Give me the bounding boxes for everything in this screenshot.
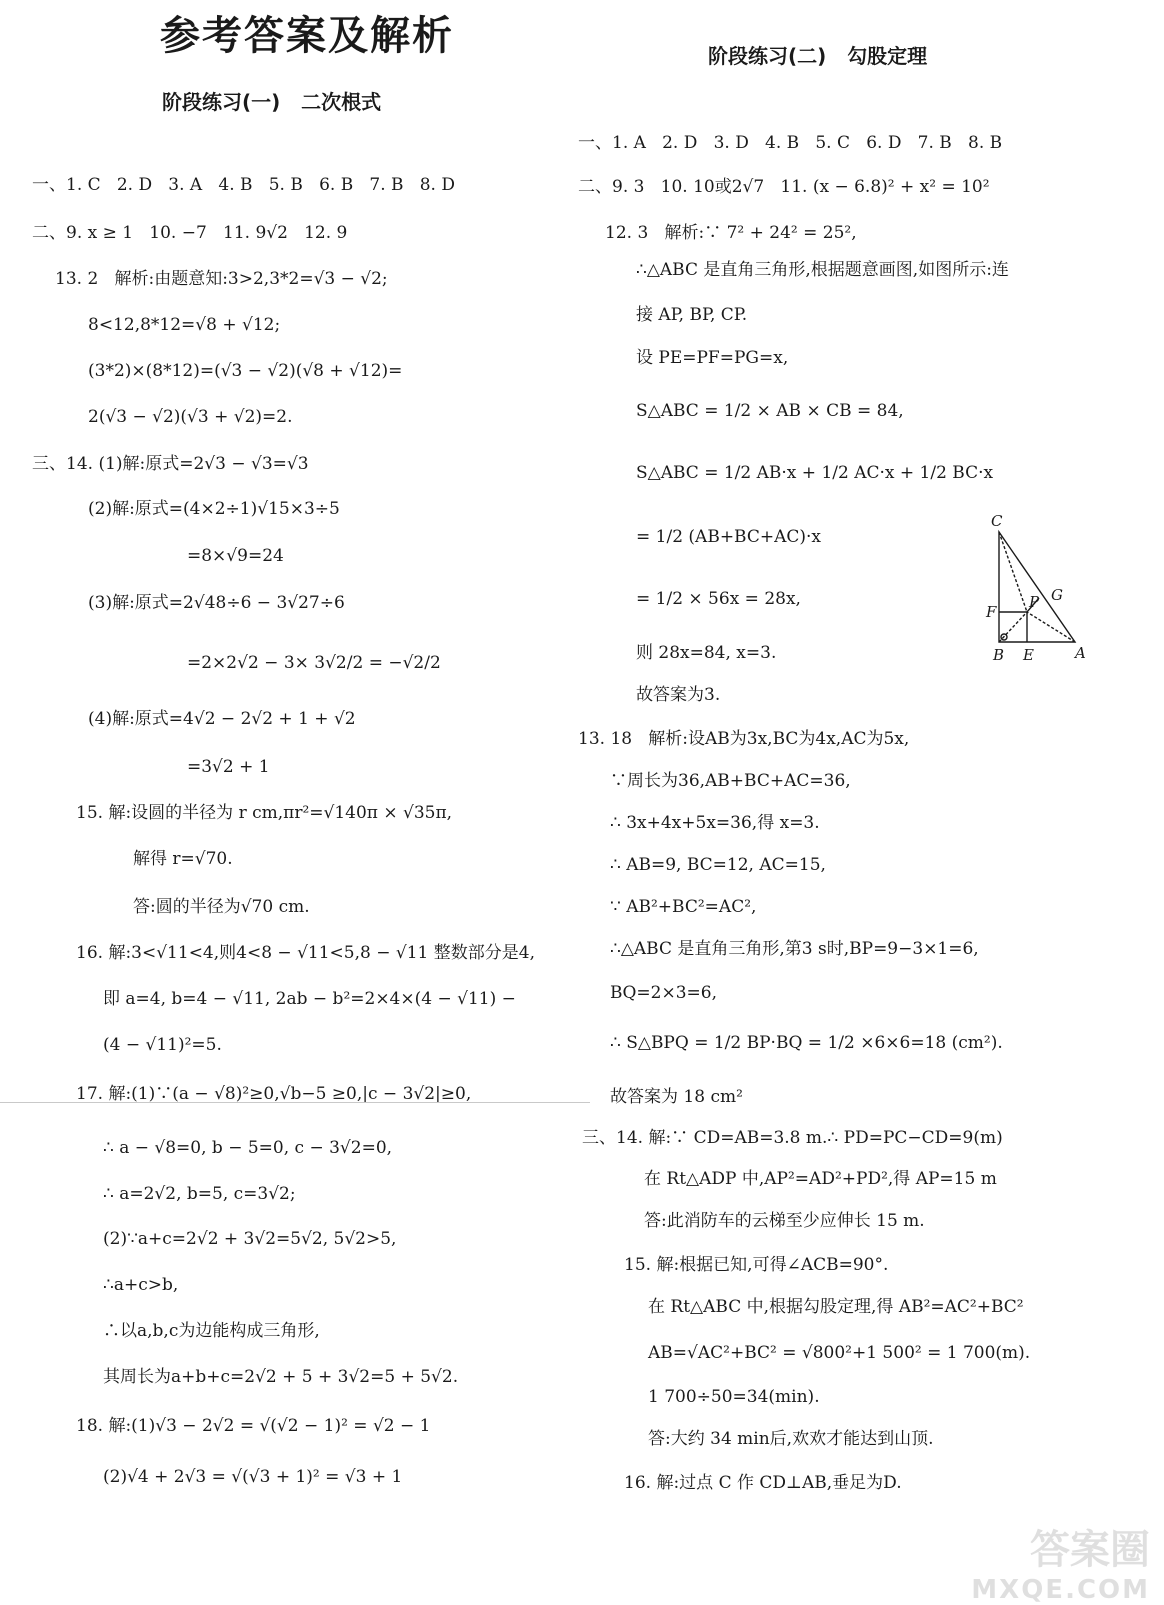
answer-line: 一、1. A 2. D 3. D 4. B 5. C 6. D 7. B 8. B [578,133,1003,153]
answer-line: 则 28x=84, x=3. [636,643,777,663]
answer-line: S△ABC = 1/2 × AB × CB = 84, [636,401,904,421]
answer-line: 在 Rt△ADP 中,AP²=AD²+PD²,得 AP=15 m [644,1169,997,1189]
answer-line: S△ABC = 1/2 AB·x + 1/2 AC·x + 1/2 BC·x [636,463,994,483]
answer-line: =8×√9=24 [187,546,284,566]
answer-line: ∴ AB=9, BC=12, AC=15, [610,855,826,875]
answer-line: 其周长为a+b+c=2√2 + 5 + 3√2=5 + 5√2. [103,1367,459,1387]
answer-line: 17. 解:(1)∵(a − √8)²≥0,√b−5 ≥0,|c − 3√2|≥0, [76,1084,472,1104]
segment-ap [1027,612,1075,642]
answer-line: 故答案为3. [636,685,721,705]
section-title-right: 阶段练习(二) 勾股定理 [708,44,928,68]
segment-cp [999,532,1027,612]
answer-line: 答:圆的半径为√70 cm. [133,897,310,917]
answer-line: ∴△ABC 是直角三角形,第3 s时,BP=9−3×1=6, [610,939,979,959]
answer-line: 13. 2 解析:由题意知:3>2,3*2=√3 − √2; [55,269,388,289]
label-f: F [986,603,997,621]
triangle-figure [985,510,1095,670]
label-g: G [1051,586,1063,604]
answer-line: 故答案为 18 cm² [610,1087,743,1107]
label-c: C [991,512,1003,530]
answer-line: AB=√AC²+BC² = √800²+1 500² = 1 700(m). [648,1343,1031,1363]
segment-bp [999,612,1027,642]
answer-line: (2)∵a+c=2√2 + 3√2=5√2, 5√2>5, [103,1229,397,1249]
page-title: 参考答案及解析 [160,13,454,59]
answer-line: = 1/2 × 56x = 28x, [636,589,801,609]
label-e: E [1023,646,1034,664]
label-b: B [993,646,1005,664]
answer-line: ∴ a − √8=0, b − 5=0, c − 3√2=0, [103,1138,393,1158]
answer-line: 16. 解:3<√11<4,则4<8 − √11<5,8 − √11 整数部分是4, [76,943,535,963]
answer-line: 二、9. x ≥ 1 10. −7 11. 9√2 12. 9 [32,223,348,243]
answer-line: (3*2)×(8*12)=(√3 − √2)(√8 + √12)= [88,361,403,381]
answer-line: ∴a+c>b, [103,1275,179,1295]
watermark-domain: MXQE.COM [971,1575,1150,1605]
answer-line: 一、1. C 2. D 3. A 4. B 5. B 6. B 7. B 8. D [32,175,455,195]
answer-line: 接 AP, BP, CP. [636,305,748,325]
answer-line: (4 − √11)²=5. [103,1035,222,1055]
answer-line: (3)解:原式=2√48÷6 − 3√27÷6 [88,593,345,613]
divider-line [0,1102,590,1103]
answer-line: 答:大约 34 min后,欢欢才能达到山顶. [648,1429,934,1449]
answer-line: (4)解:原式=4√2 − 2√2 + 1 + √2 [88,709,356,729]
answer-line: (2)√4 + 2√3 = √(√3 + 1)² = √3 + 1 [103,1467,403,1487]
answer-line: 解得 r=√70. [133,849,233,869]
answer-line: 二、9. 3 10. 10或2√7 11. (x − 6.8)² + x² = 10² [578,177,990,197]
label-p: P [1029,593,1040,611]
watermark-text: 答案圈 [1030,1527,1150,1573]
triangle-diagram [985,510,1095,670]
answer-line: =3√2 + 1 [187,757,270,777]
answer-line: 即 a=4, b=4 − √11, 2ab − b²=2×4×(4 − √11) − [103,989,516,1009]
watermark-logo [930,1518,1150,1605]
answer-line: 答:此消防车的云梯至少应伸长 15 m. [644,1211,925,1231]
answer-line: 15. 解:根据已知,可得∠ACB=90°. [624,1255,889,1275]
answer-line: ∴ 3x+4x+5x=36,得 x=3. [610,813,820,833]
answer-line: BQ=2×3=6, [610,983,718,1003]
section-title-left: 阶段练习(一) 二次根式 [162,90,382,114]
answer-line: 设 PE=PF=PG=x, [636,348,789,368]
answer-line: 在 Rt△ABC 中,根据勾股定理,得 AB²=AC²+BC² [648,1297,1024,1317]
answer-line: = 1/2 (AB+BC+AC)·x [636,527,822,547]
answer-line: 8<12,8*12=√8 + √12; [88,315,281,335]
triangle-abc [999,532,1075,642]
answer-line: (2)解:原式=(4×2÷1)√15×3÷5 [88,499,340,519]
answer-line: ∵周长为36,AB+BC+AC=36, [610,771,851,791]
answer-line: 18. 解:(1)√3 − 2√2 = √(√2 − 1)² = √2 − 1 [76,1416,431,1436]
answer-line: ∵ AB²+BC²=AC², [610,897,757,917]
answer-line: 2(√3 − √2)(√3 + √2)=2. [88,407,293,427]
answer-line: 三、14. 解:∵ CD=AB=3.8 m.∴ PD=PC−CD=9(m) [582,1128,1003,1148]
label-a: A [1075,644,1086,662]
answer-line: 三、14. (1)解:原式=2√3 − √3=√3 [32,454,309,474]
answer-line: ∴ S△BPQ = 1/2 BP·BQ = 1/2 ×6×6=18 (cm²). [610,1033,1003,1053]
answer-line: ∴以a,b,c为边能构成三角形, [103,1321,320,1341]
answer-line: ∴ a=2√2, b=5, c=3√2; [103,1184,296,1204]
answer-line: 12. 3 解析:∵ 7² + 24² = 25², [605,223,857,243]
answer-line: =2×2√2 − 3× 3√2/2 = −√2/2 [187,653,441,673]
answer-line: ∴△ABC 是直角三角形,根据题意画图,如图所示:连 [636,260,1009,280]
answer-line: 16. 解:过点 C 作 CD⊥AB,垂足为D. [624,1473,902,1493]
answer-line: 1 700÷50=34(min). [648,1387,820,1407]
answer-line: 13. 18 解析:设AB为3x,BC为4x,AC为5x, [578,729,910,749]
answer-line: 15. 解:设圆的半径为 r cm,πr²=√140π × √35π, [76,803,453,823]
